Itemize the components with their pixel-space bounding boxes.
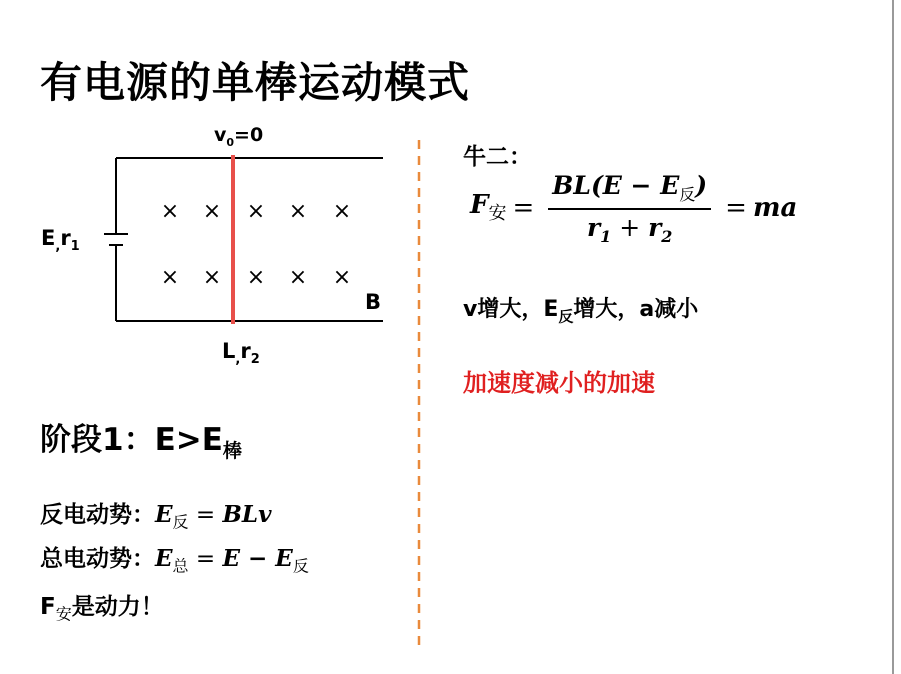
field-cross: × bbox=[332, 265, 352, 290]
total-emf-line: 总电动势：$E_总 = E - E_反$ bbox=[40, 545, 309, 576]
field-cross: × bbox=[246, 199, 266, 224]
formula-fraction bbox=[548, 171, 711, 246]
formula-equals: = bbox=[725, 193, 747, 223]
source-label: $E_,r_1$ bbox=[41, 226, 80, 255]
field-cross: × bbox=[160, 265, 180, 290]
field-cross: × bbox=[288, 265, 308, 290]
formula-numerator: $BL(E - E_反)$ bbox=[548, 171, 711, 210]
formula-equals: = bbox=[512, 193, 535, 223]
formula-denominator: $r_1 + r_2$ bbox=[586, 212, 673, 246]
stage-heading: 阶段1：$E>E_棒$ bbox=[40, 422, 242, 463]
conclusion-text: 加速度减小的加速 bbox=[463, 369, 655, 397]
back-emf-line: 反电动势：$E_反$ = BLv bbox=[40, 501, 272, 532]
initial-velocity-label: $v_0=0$ bbox=[214, 124, 264, 149]
field-cross: × bbox=[202, 265, 222, 290]
variable-change-line: v增大，$E_反$增大，a减小 bbox=[463, 297, 699, 326]
newton-formula bbox=[470, 168, 797, 248]
field-label: B bbox=[365, 290, 382, 314]
formula-force: $F_安$ bbox=[470, 190, 507, 225]
force-line: $F_安$是动力！ bbox=[40, 594, 164, 624]
field-cross: × bbox=[288, 199, 308, 224]
slide-title: 有电源的单棒运动模式 bbox=[40, 58, 471, 107]
field-cross: × bbox=[246, 265, 266, 290]
field-cross: × bbox=[332, 199, 352, 224]
rod-label: $L_,r_2$ bbox=[222, 339, 260, 368]
formula-ma: ma bbox=[752, 193, 798, 223]
newton-second-law-label: 牛二： bbox=[463, 144, 532, 170]
field-cross: × bbox=[160, 199, 180, 224]
field-cross: × bbox=[202, 199, 222, 224]
field-crosses bbox=[161, 199, 351, 290]
